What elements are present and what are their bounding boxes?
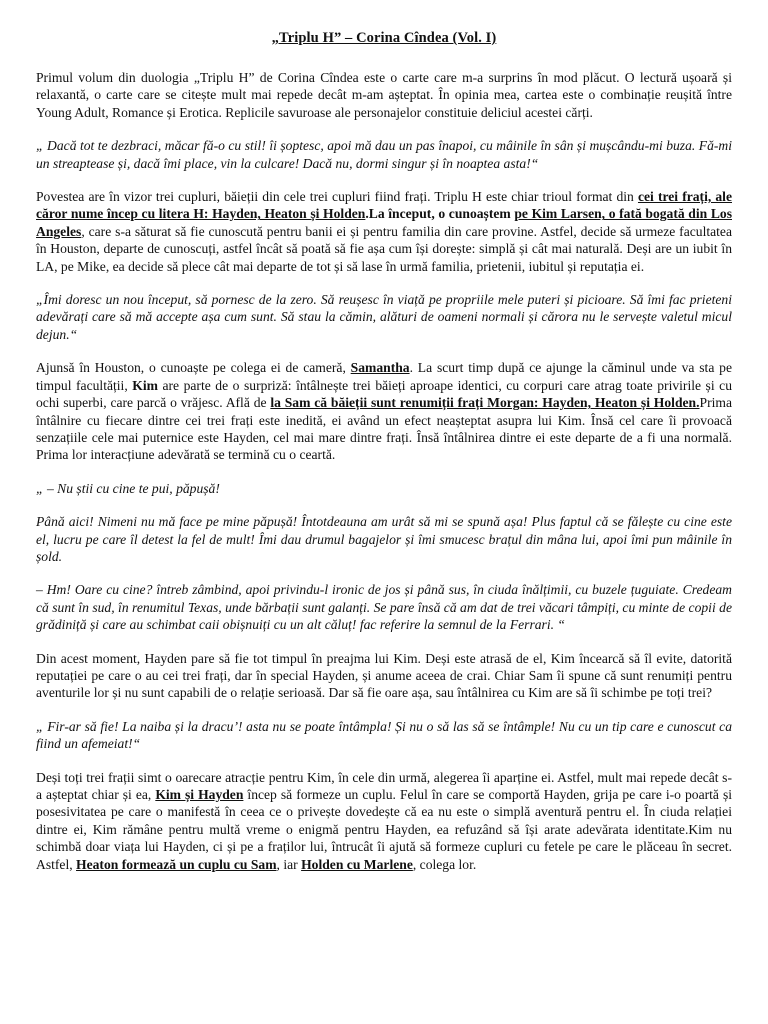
- highlight-three-brothers: cei trei frați, ale căror nume încep cu litera H: Hayden, Heaton și Holden: [36, 189, 732, 222]
- highlight-kim-larsen: pe Kim Larsen, o fată bogată din Los Angeles: [36, 206, 732, 239]
- houston-text-c: . La scurt timp după ce ajunge la căminul unde va sta pe timpul facultății,: [36, 360, 732, 393]
- houston-text-a: Ajunsă în Houston, o cunoaște pe colega ei de cameră,: [36, 360, 351, 376]
- hayden-paragraph: Din acest moment, Hayden pare să fie tot timpul în preajma lui Kim. Deși este atrasă de el, Kim încearcă să îl evite, datorită reputației pe care o au cei trei frați, dar în special Hayden, și anume aceea de crai. Chiar Sam îi spune că sunt renumiți pentru aventurile lor și nu sunt capabili de o relație serioasă. Dar să fie oare așa, sau întâlnirea cu Kim are să îi schimbe pe toți trei?: [36, 650, 732, 701]
- couples-text-a: Deși toți trei frații simt o oarecare atracție pentru Kim, în cele din urmă, alegerea îi aparține ei. Astfel, mult mai repede decât s-a așteptat chiar și ea,: [36, 769, 732, 802]
- quote-papusa: „ – Nu știi cu cine te pui, păpușă!: [36, 480, 220, 496]
- couples-paragraph: [36, 769, 732, 873]
- highlight-kim: Kim: [132, 377, 158, 393]
- highlight-holden-marlene: Holden cu Marlene: [301, 856, 413, 872]
- highlight-samantha: Samantha: [350, 360, 410, 376]
- quote-striptease: „ Dacă tot te dezbraci, măcar fă-o cu stil! îi șoptesc, apoi mă dau un pas înapoi, cu mâinile în sân și mușcându-mi buza. Fă-mi un streaptease și, dacă îmi place, vin la culcare! Dacă nu, dormi singur și în noaptea asta!“: [36, 138, 732, 171]
- plot-text-c: .La început, o cunoaștem: [365, 206, 515, 222]
- quote-hm-oare: – Hm! Oare cu cine? întreb zâmbind, apoi privindu-l ironic de jos și până sus, în ciuda înălțimii, cu buzele țuguiate. Credeam că sunt în sud, în renumitul Texas, unde bărbații sunt galanți. Se pare însă că am dat de trei văcari tâmpiți, cu minte de copii de grădiniță și care au schimbat caii obișnuiți cu un alt căluț! fac referire la semnul de la Ferrari. “: [36, 582, 732, 633]
- highlight-heaton-sam: Heaton formează un cuplu cu Sam: [76, 856, 277, 872]
- couples-text-g: , colega lor.: [412, 856, 477, 872]
- plot-paragraph: [36, 188, 732, 275]
- highlight-kim-hayden: Kim și Hayden: [155, 787, 244, 802]
- couples-text-c: încep să formeze un cuplu. Felul în care se comportă Hayden, grija pe care i-o poartă și posesivitatea pe care o manifestă în ceea ce o privește dovedește că ea nu este o simplă aventură pentru el. În ciuda relației dintre ei, Kim rămâne pentru multă vreme o enigmă pentru Hayden, ea refuzând să își arate adevărata identitate.Kim nu schimbă doar viața lui Hayden, ci și pe a fraților lui, întrucât îi ajută să formeze cupluri cu fetele pe care le plăceau în secret. Astfel,: [36, 787, 733, 872]
- houston-text-g: Prima întâlnire cu fiecare dintre cei trei frați este inedită, ei având un efect neașteptat asupra lui Kim. Însă cel care îi provoacă senzațiile cele mai puternice este Hayden, cel mai mare dintre frați. Însă întâlnirea dintre ei este departe de a fi una normală. Prima lor interacțiune adevărată se termină cu o ceartă.: [36, 395, 732, 463]
- quote-fir-ar: „ Fir-ar să fie! La naiba și la dracu’! asta nu se poate întâmpla! Și nu o să las să se întâmple! Nu cu un tip care e cunoscut ca fiind un afemeiat!“: [36, 718, 732, 752]
- plot-text-a: Povestea are în vizor trei cupluri, băieții din cele trei cupluri fiind frați. Triplu H este chiar trioul format din: [36, 189, 638, 205]
- houston-text-e: are parte de o surpriză: întâlnește trei băieți aproape identici, cu corpuri care atrag toate privirile și cu ochi superbi, care parcă o vrăjesc. Află de: [36, 377, 732, 411]
- couples-text-e: , iar: [276, 856, 302, 872]
- plot-text-e: , care s-a săturat să fie cunoscută pentru banii ei și pentru familia din care provine. Astfel, decide să urmeze facultatea în Houston, departe de cunoscuți, astfel încât să poată să fie așa cum își dorește: simplă și cât mai naturală. Deși are un iubit în LA, pe Mike, ea decide să plece cât mai departe de tot și să lase în urmă familia, prietenii, iubitul și reputația ei.: [36, 223, 732, 274]
- houston-paragraph: [36, 359, 732, 463]
- highlight-morgan-brothers: la Sam că băieții sunt renumiții frați Morgan: Hayden, Heaton și Holden.: [270, 395, 700, 411]
- quote-pana-aici: Până aici! Nimeni nu mă face pe mine păpușă! Întotdeauna am urât să mi se spună așa! Plus faptul că se fălește cu cine este el, lucru pe care îl detest la fel de mult! Îmi dau drumul bagajelor și îmi smucesc brațul din mâna lui, apoi îmi pun mâinile în șold.: [36, 514, 732, 564]
- document-title: „Triplu H” – Corina Cîndea (Vol. I): [271, 30, 497, 46]
- quote-new-beginning: „Îmi doresc un nou început, să pornesc de la zero. Să reușesc în viață pe propriile mele puteri și picioare. Să îmi fac prieteni adevărați care să mă accepte așa cum sunt. Să stau la cămin, alături de oameni normali și cărora nu le servește valetul micul dejun.“: [36, 292, 732, 342]
- intro-paragraph: Primul volum din duologia „Triplu H” de Corina Cîndea este o carte care m-a surprins în mod plăcut. O lectură ușoară și relaxantă, o carte care se citește mult mai repede decât m-am așteptat. În opinia mea, cartea este o combinație reușită între Young Adult, Romance și Erotica. Replicile savuroase ale personajelor constituie deliciul acestei cărți.: [36, 70, 732, 120]
